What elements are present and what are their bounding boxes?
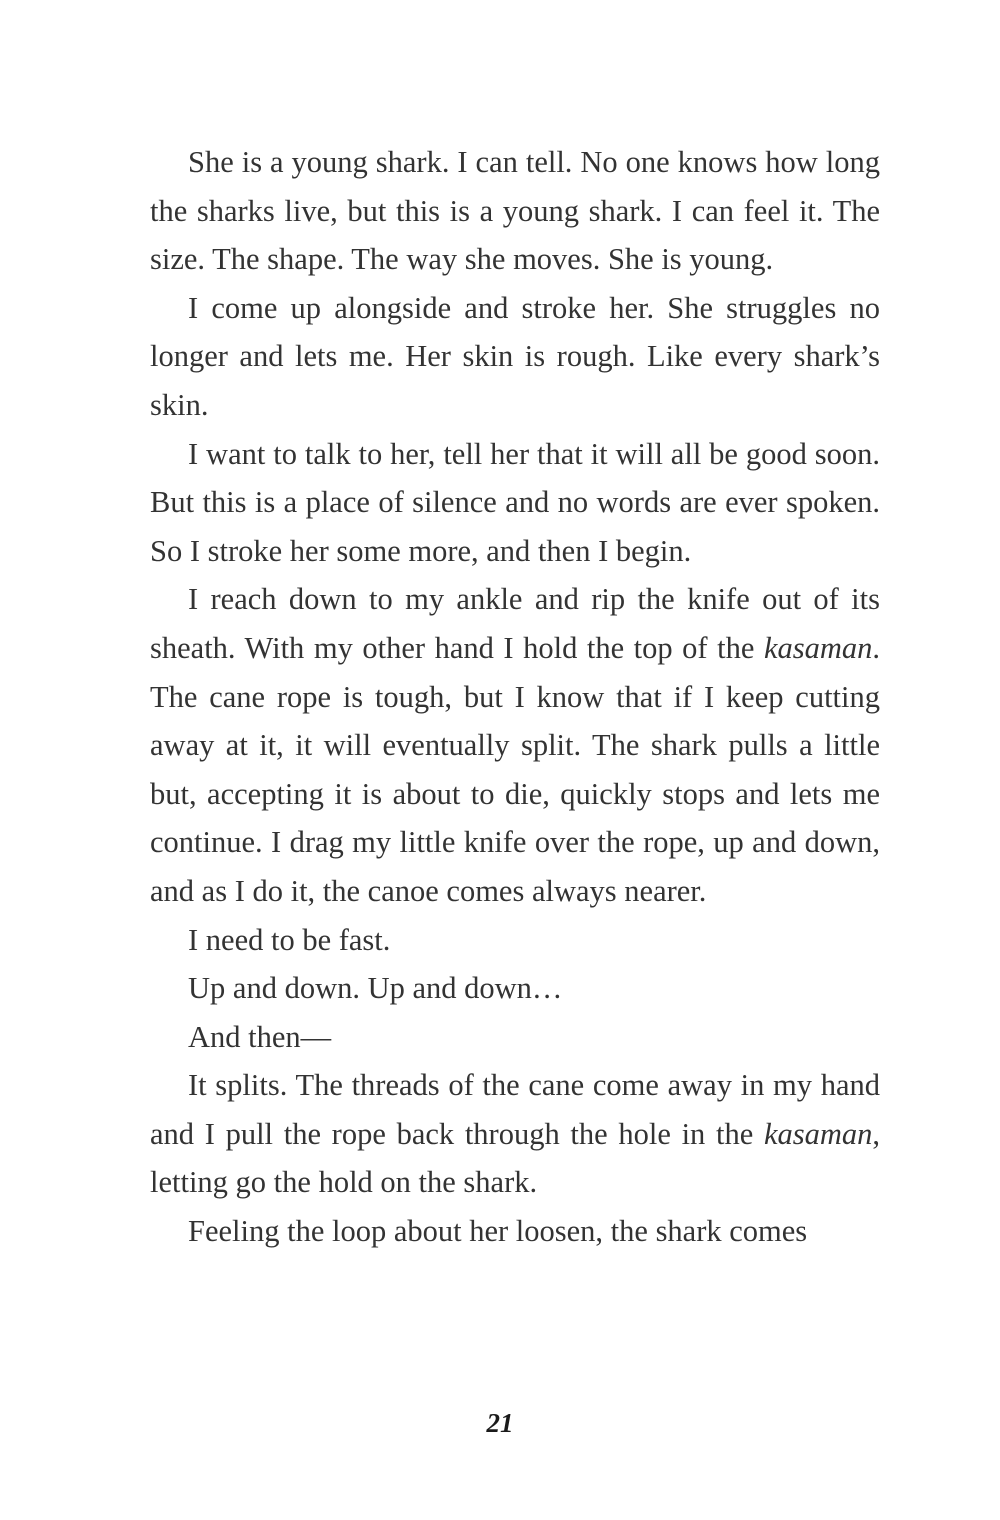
text-run: I want to talk to her, tell her that it will all be good soon. But this is a place of silence and no words are ever spoken. So I stroke her some more, and then I begin.: [150, 436, 880, 568]
paragraph: [150, 1061, 880, 1207]
paragraph: [150, 1013, 880, 1062]
text-run: It splits. The threads of the cane come away in my hand and I pull the rope back through the hole in the: [150, 1068, 880, 1151]
text-run: Feeling the loop about her loosen, the shark comes: [188, 1214, 808, 1249]
text-run: Up and down. Up and down…: [188, 971, 563, 1006]
paragraph: [150, 138, 880, 284]
body-text: [150, 138, 880, 1256]
paragraph: [150, 964, 880, 1013]
text-run: And then—: [188, 1019, 332, 1054]
italic-term: kasaman: [763, 630, 873, 665]
text-run: She is a young shark. I can tell. No one knows how long the sharks live, but this is a young shark. I can feel it. The size. The shape. The way she moves. She is young.: [150, 145, 880, 277]
paragraph: [150, 916, 880, 965]
paragraph: [150, 284, 880, 430]
text-run: I come up alongside and stroke her. She struggles no longer and lets me. Her skin is rough. Like every shark’s skin.: [150, 290, 880, 422]
paragraph: [150, 430, 880, 576]
text-run: , letting go the hold on the shark.: [150, 1116, 880, 1200]
text-run: . The cane rope is tough, but I know that if I keep cutting away at it, it will eventually split. The shark pulls a little but, accepting it is about to die, quickly stops and lets me continue. I drag my little knife over the rope, up and down, and as I do it, the canoe comes always nearer.: [150, 630, 880, 908]
italic-term: kasaman: [763, 1116, 873, 1151]
paragraph: [150, 1207, 880, 1256]
text-run: I reach down to my ankle and rip the knife out of its sheath. With my other hand I hold the top of the: [150, 582, 880, 665]
paragraph: [150, 575, 880, 915]
text-run: I need to be fast.: [188, 922, 391, 957]
page-number: 21: [486, 1408, 514, 1438]
